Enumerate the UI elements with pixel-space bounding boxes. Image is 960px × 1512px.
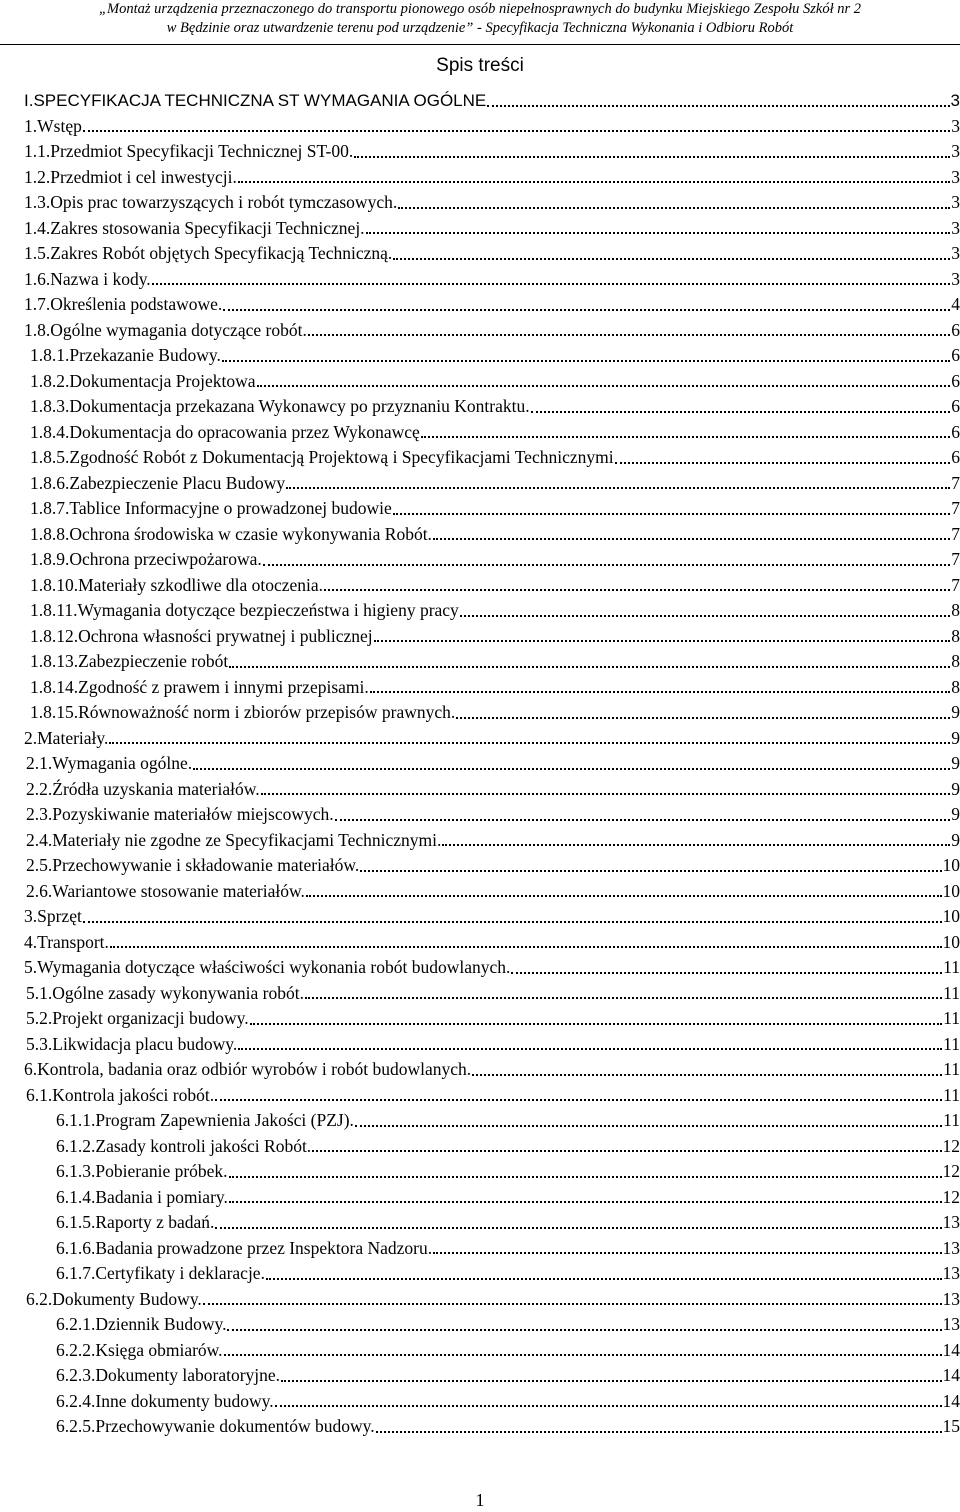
toc-entry[interactable] [24,726,960,752]
toc-entry-page: 14 [942,1365,960,1385]
toc-entry-label: 1.8.15.Równoważność norm i zbiorów przepisów prawnych. [30,702,456,722]
toc-entry[interactable] [24,1414,960,1440]
toc-entry-page: 14 [942,1339,960,1360]
toc-leader-dots [152,283,951,285]
toc-entry-label: 1.8.13.Zabezpieczenie robót [30,651,229,671]
toc-entry-label: 6.2.3.Dokumenty laboratoryjne. [56,1365,281,1385]
toc-entry-page: 3 [951,141,960,161]
toc-entry-label: 1.6.Nazwa i kody. [24,268,151,289]
toc-entry[interactable] [24,471,960,497]
toc-leader-dots [286,487,950,489]
toc-leader-dots [110,946,942,948]
toc-entry[interactable] [24,828,960,854]
toc-entry-page: 11 [943,1110,960,1130]
header-line-1: „Montaż urządzenia przeznaczonego do transportu pionowego osób niepełnosprawnych do budynku Miejskiego Zespołu Szkół nr 2 [98,1,861,17]
toc-entry-label: 1.8.6.Zabezpieczenie Placu Budowy [30,472,286,493]
toc-entry-label: 6.2.2.Księga obmiarów. [56,1339,223,1360]
toc-entry-label: 2.6.Wariantowe stosowanie materiałów. [26,880,305,901]
toc-leader-dots [456,717,950,719]
toc-entry[interactable] [24,1108,960,1134]
toc-entry[interactable] [24,1159,960,1185]
toc-entry[interactable] [24,802,960,828]
toc-entry[interactable] [24,1185,960,1211]
toc-entry-label: 6.1.2.Zasady kontroli jakości Robót. [56,1135,312,1156]
toc-entry-page: 11 [943,982,960,1003]
toc-leader-dots [203,1303,942,1305]
toc-entry[interactable] [24,343,960,369]
toc-entry[interactable] [24,369,960,395]
toc-leader-dots [393,513,950,515]
toc-entry[interactable] [24,1083,960,1109]
header-line-2: w Będzinie oraz utwardzenie terenu pod urządzenie” - Specyfikacja Techniczna Wykonania i Odbioru Robót [166,20,794,36]
toc-entry-page: 3 [951,268,960,289]
toc-entry-page: 13 [942,1288,960,1309]
toc-entry-page: 13 [942,1263,960,1283]
toc-leader-dots [376,1431,942,1433]
toc-entry[interactable] [24,1363,960,1389]
toc-entry[interactable] [24,1032,960,1058]
toc-entry-label: 1.Wstęp [24,115,82,136]
toc-entry-page: 10 [942,880,960,901]
toc-leader-dots [83,130,950,132]
toc-entry[interactable] [24,1338,960,1364]
toc-leader-dots [472,1074,942,1076]
toc-entry-page: 6 [951,319,960,340]
toc-leader-dots [393,258,950,260]
toc-entry-label: 1.8.1.Przekazanie Budowy. [30,345,221,365]
toc-entry[interactable] [24,675,960,701]
toc-entry-page: 3 [950,91,960,110]
toc-entry-label: 2.Materiały. [24,727,109,748]
toc-entry-label: 6.1.7.Certyfikaty i deklaracje. [56,1263,265,1283]
toc-entry-label: 2.4.Materiały nie zgodne ze Specyfikacjami Technicznymi. [26,829,442,850]
toc-entry[interactable] [24,445,960,471]
toc-entry[interactable] [24,216,960,242]
toc-entry-page: 10 [942,855,960,875]
toc-entry-page: 12 [942,1186,960,1207]
toc-leader-dots [487,105,949,107]
toc-entry-label: 6.2.5.Przechowywanie dokumentów budowy. [56,1416,375,1436]
toc-entry-label: 3.Sprzęt [24,906,82,926]
toc-entry-label: 5.Wymagania dotyczące właściwości wykonania robót budowlanych. [24,957,511,977]
toc-leader-dots [275,1405,942,1407]
toc-entry-label: 6.1.5.Raporty z badań. [56,1212,215,1232]
toc-leader-dots [312,1150,941,1152]
toc-entry-page: 9 [951,778,960,799]
toc-entry-page: 3 [951,217,960,238]
toc-entry-page: 15 [942,1416,960,1436]
toc-leader-dots [308,334,950,336]
table-of-contents [24,88,960,1440]
toc-entry-page: 14 [942,1390,960,1411]
toc-leader-dots [433,538,950,540]
toc-entry-page: 8 [951,676,960,697]
toc-entry[interactable] [24,190,960,216]
toc-leader-dots [324,589,950,591]
toc-title: Spis treści [436,55,524,76]
toc-entry-page: 13 [942,1237,960,1258]
toc-entry[interactable] [24,981,960,1007]
toc-leader-dots [433,1252,941,1254]
toc-entry-label: 1.4.Zakres stosowania Specyfikacji Technicznej. [24,217,365,238]
toc-leader-dots [374,640,951,642]
toc-entry-label: 1.5.Zakres Robót objętych Specyfikacją Techniczną. [24,243,393,263]
toc-entry-page: 9 [951,804,960,824]
toc-leader-dots [266,1278,942,1280]
toc-entry-label: 1.2.Przedmiot i cel inwestycji. [24,166,237,187]
toc-entry[interactable] [24,700,960,726]
toc-leader-dots [306,895,942,897]
toc-leader-dots [442,844,950,846]
toc-leader-dots [354,156,950,158]
toc-entry-label: 1.8.3.Dokumentacja przekazana Wykonawcy po przyznaniu Kontraktu. [30,396,530,416]
toc-entry[interactable] [24,1236,960,1262]
toc-entry-page: 3 [951,192,960,212]
toc-entry[interactable] [24,1210,960,1236]
toc-leader-dots [360,870,941,872]
toc-entry[interactable] [24,751,960,777]
toc-entry-label: 2.2.Źródła uzyskania materiałów. [26,778,260,799]
toc-entry-label: 1.7.Określenia podstawowe. [24,294,223,314]
toc-entry-label: 1.8.5.Zgodność Robót z Dokumentacją Projektową i Specyfikacjami Technicznymi [30,447,614,467]
toc-entry[interactable] [24,879,960,905]
toc-leader-dots [460,615,950,617]
toc-entry[interactable] [24,88,960,114]
toc-entry[interactable] [24,547,960,573]
toc-leader-dots [229,666,950,668]
toc-leader-dots [227,1329,941,1331]
toc-entry[interactable] [24,624,960,650]
toc-entry-page: 11 [943,1084,960,1105]
toc-entry-label: 1.8.Ogólne wymagania dotyczące robót. [24,319,307,340]
toc-entry[interactable] [24,955,960,981]
toc-entry-label: 1.8.11.Wymagania dotyczące bezpieczeństwa i higieny pracy [30,600,459,620]
toc-leader-dots [215,1099,942,1101]
toc-leader-dots [615,462,951,464]
toc-entry-label: 6.1.4.Badania i pomiary. [56,1186,228,1207]
toc-entry-label: 5.3.Likwidacja placu budowy. [26,1033,238,1054]
toc-entry-page: 9 [951,727,960,748]
toc-leader-dots [531,411,951,413]
toc-entry[interactable] [24,139,960,165]
toc-entry[interactable] [24,930,960,956]
toc-entry-label: 5.1.Ogólne zasady wykonywania robót. [26,982,304,1003]
toc-entry-label: 4.Transport. [24,931,109,952]
toc-entry[interactable] [24,1261,960,1287]
toc-leader-dots [229,1176,942,1178]
toc-entry-page: 6 [951,396,960,416]
toc-entry[interactable] [24,165,960,191]
toc-entry-label: 2.1.Wymagania ogólne. [26,753,193,773]
toc-entry[interactable] [24,292,960,318]
toc-entry-page: 13 [942,1314,960,1334]
toc-entry[interactable] [24,573,960,599]
toc-entry[interactable] [24,394,960,420]
toc-entry-page: 7 [951,549,960,569]
toc-entry-label: 1.8.8.Ochrona środowiska w czasie wykonywania Robót. [30,523,432,544]
toc-entry[interactable] [24,853,960,879]
toc-leader-dots [335,819,951,821]
toc-leader-dots [263,564,950,566]
toc-entry[interactable] [24,1006,960,1032]
toc-entry-label: 6.1.3.Pobieranie próbek. [56,1161,228,1181]
toc-entry-label: 2.3.Pozyskiwanie materiałów miejscowych. [26,804,334,824]
toc-entry-page: 10 [942,931,960,952]
toc-entry-label: 1.3.Opis prac towarzyszących i robót tymczasowych. [24,192,398,212]
toc-entry[interactable] [24,904,960,930]
toc-entry-page: 7 [951,472,960,493]
toc-leader-dots [398,207,950,209]
toc-entry[interactable] [24,777,960,803]
toc-leader-dots [261,793,951,795]
toc-entry[interactable] [24,522,960,548]
toc-entry[interactable] [24,1389,960,1415]
toc-leader-dots [355,1125,942,1127]
toc-entry-page: 11 [943,1033,960,1054]
page-number: 1 [475,1490,485,1510]
toc-entry-label: 1.8.4.Dokumentacja do opracowania przez Wykonawcę [30,421,420,442]
toc-entry-page: 3 [951,166,960,187]
toc-entry-page: 11 [943,1059,960,1079]
toc-entry-page: 12 [942,1161,960,1181]
toc-entry-page: 12 [942,1135,960,1156]
toc-entry-label: I.SPECYFIKACJA TECHNICZNA ST WYMAGANIA OGÓLNE [24,91,487,110]
toc-leader-dots [511,972,942,974]
toc-entry-page: 11 [943,957,960,977]
toc-entry-label: 6.1.6.Badania prowadzone przez Inspektora Nadzoru. [56,1237,433,1258]
toc-leader-dots [370,691,951,693]
toc-entry[interactable] [24,598,960,624]
toc-entry[interactable] [24,1312,960,1338]
toc-leader-dots [109,742,950,744]
toc-entry-page: 6 [951,447,960,467]
toc-entry-label: 6.1.Kontrola jakości robót. [26,1084,215,1105]
toc-entry-page: 6 [951,370,960,391]
toc-leader-dots [421,436,950,438]
toc-entry-page: 9 [951,829,960,850]
toc-entry-label: 6.2.Dokumenty Budowy. [26,1288,202,1309]
toc-entry-label: 1.8.7.Tablice Informacyjne o prowadzonej budowie [30,498,392,518]
toc-entry-label: 1.8.12.Ochrona własności prywatnej i publicznej [30,625,373,646]
toc-entry-page: 10 [942,906,960,926]
toc-entry-page: 4 [951,294,960,314]
toc-entry-page: 7 [951,574,960,595]
toc-entry-label: 1.8.14.Zgodność z prawem i innymi przepisami. [30,676,369,697]
toc-entry[interactable] [24,267,960,293]
toc-leader-dots [83,921,942,923]
toc-entry-page: 13 [942,1212,960,1232]
toc-entry-label: 5.2.Projekt organizacji budowy. [26,1008,249,1028]
toc-entry[interactable] [24,318,960,344]
toc-leader-dots [223,309,950,311]
toc-leader-dots [305,997,942,999]
toc-leader-dots [366,232,951,234]
toc-leader-dots [215,1227,941,1229]
toc-entry-page: 6 [951,421,960,442]
toc-entry-label: 1.1.Przedmiot Specyfikacji Technicznej ST-00. [24,141,354,161]
toc-entry-label: 6.1.1.Program Zapewnienia Jakości (PZJ). [56,1110,354,1130]
toc-entry[interactable] [24,1134,960,1160]
toc-entry-page: 9 [951,702,960,722]
toc-leader-dots [257,385,951,387]
toc-entry[interactable] [24,649,960,675]
toc-leader-dots [224,1354,942,1356]
toc-entry-page: 11 [943,1008,960,1028]
toc-entry[interactable] [24,496,960,522]
toc-entry-label: 6.2.1.Dziennik Budowy. [56,1314,227,1334]
toc-leader-dots [238,1048,942,1050]
toc-leader-dots [281,1380,941,1382]
toc-leader-dots [238,181,950,183]
toc-entry-page: 8 [951,600,960,620]
toc-entry-page: 3 [951,243,960,263]
toc-entry[interactable] [24,114,960,140]
toc-entry[interactable] [24,420,960,446]
toc-entry-label: 1.8.9.Ochrona przeciwpożarowa. [30,549,262,569]
toc-entry-page: 7 [951,523,960,544]
toc-leader-dots [193,768,950,770]
toc-entry-label: 6.2.4.Inne dokumenty budowy. [56,1390,274,1411]
toc-entry-page: 3 [951,115,960,136]
toc-entry-page: 7 [951,498,960,518]
toc-entry-page: 8 [951,651,960,671]
toc-entry[interactable] [24,241,960,267]
toc-entry-page: 9 [951,753,960,773]
toc-entry-page: 8 [951,625,960,646]
toc-leader-dots [250,1023,943,1025]
toc-entry-label: 2.5.Przechowywanie i składowanie materiałów. [26,855,360,875]
toc-entry-label: 1.8.2.Dokumentacja Projektowa [30,370,256,391]
toc-entry-label: 6.Kontrola, badania oraz odbiór wyrobów i robót budowlanych. [24,1059,472,1079]
toc-entry-page: 6 [951,345,960,365]
toc-entry[interactable] [24,1057,960,1083]
document-header [0,0,960,45]
toc-leader-dots [222,360,950,362]
toc-entry-label: 1.8.10.Materiały szkodliwe dla otoczenia. [30,574,324,595]
toc-entry[interactable] [24,1287,960,1313]
toc-leader-dots [229,1201,942,1203]
